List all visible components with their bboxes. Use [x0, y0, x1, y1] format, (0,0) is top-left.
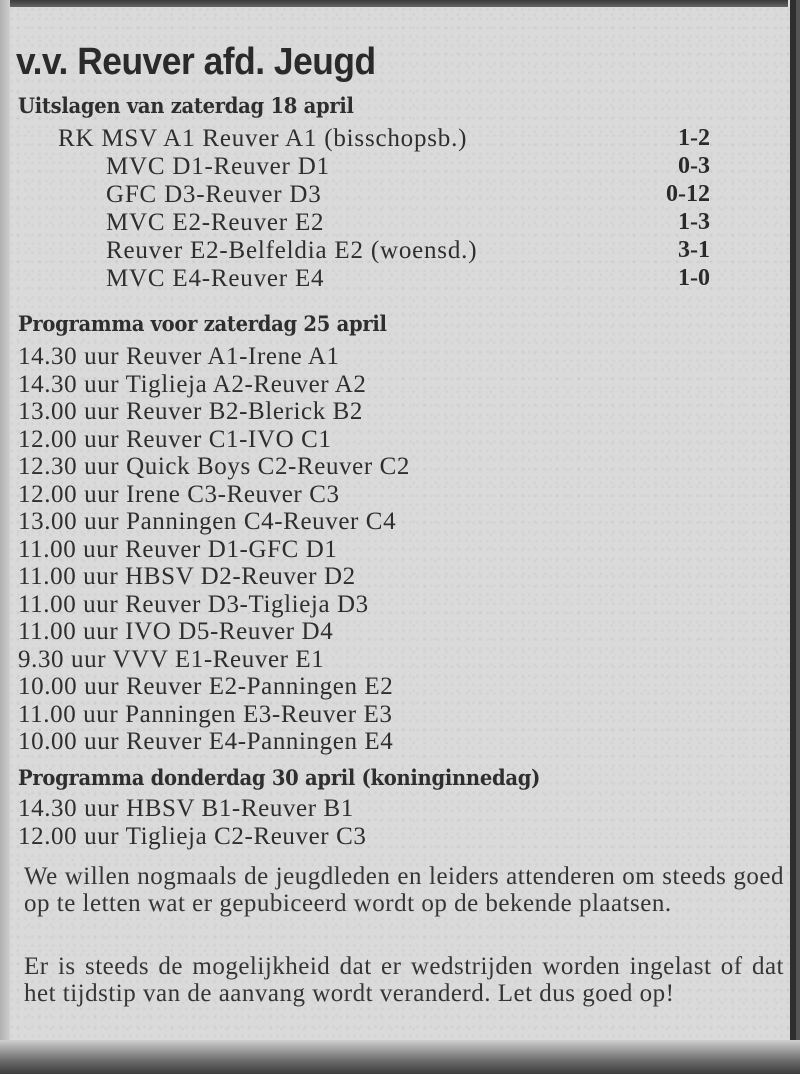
- fixture-item: 14.30 uur Tiglieja A2-Reuver A2: [18, 371, 367, 398]
- fixture-item: 10.00 uur Reuver E2-Panningen E2: [18, 673, 394, 700]
- fixture-item: 13.00 uur Reuver B2-Blerick B2: [18, 398, 364, 425]
- fixture-item: 9.30 uur VVV E1-Reuver E1: [18, 646, 325, 673]
- result-score: 0-12: [666, 181, 710, 207]
- result-score: 1-0: [678, 265, 710, 291]
- notice-paragraph: Er is steeds de mogelijkheid dat er wedstrijden worden ingelast of dat het tijdstip van de aanvang wordt veranderd. Let dus goed op!: [24, 953, 784, 1007]
- fixture-item: 12.00 uur Tiglieja C2-Reuver C3: [18, 823, 367, 850]
- result-match: RK MSV A1 Reuver A1 (bisschopsb.): [58, 125, 468, 152]
- fixture-item: 12.30 uur Quick Boys C2-Reuver C2: [18, 453, 410, 480]
- fixture-item: 11.00 uur IVO D5-Reuver D4: [18, 618, 334, 645]
- fixture-item: 13.00 uur Panningen C4-Reuver C4: [18, 508, 397, 535]
- result-match: Reuver E2-Belfeldia E2 (woensd.): [106, 237, 478, 264]
- result-score: 1-3: [678, 209, 710, 235]
- fixture-item: 14.30 uur Reuver A1-Irene A1: [18, 343, 340, 370]
- newspaper-clipping: [10, 7, 790, 1047]
- fixture-item: 12.00 uur Irene C3-Reuver C3: [18, 481, 340, 508]
- fixture-item: 12.00 uur Reuver C1-IVO C1: [18, 426, 332, 453]
- result-match: MVC D1-Reuver D1: [106, 153, 330, 180]
- fixture-item: 11.00 uur Reuver D1-GFC D1: [18, 536, 338, 563]
- result-score: 3-1: [678, 237, 710, 263]
- fixture-item: 14.30 uur HBSV B1-Reuver B1: [18, 795, 354, 822]
- programme-thursday-heading: Programma donderdag 30 april (koninginnedag): [18, 765, 541, 790]
- fixture-item: 11.00 uur Panningen E3-Reuver E3: [18, 701, 393, 728]
- result-score: 1-2: [678, 125, 710, 151]
- fixture-item: 11.00 uur HBSV D2-Reuver D2: [18, 563, 356, 590]
- result-score: 0-3: [678, 153, 710, 179]
- scan-left-edge: [0, 0, 10, 1074]
- notice-paragraph: We willen nogmaals de jeugdleden en leiders attenderen om steeds goed op te letten wat er gepubiceerd wordt op de bekende plaatsen.: [24, 863, 784, 917]
- result-match: MVC E2-Reuver E2: [106, 209, 325, 236]
- fixture-item: 10.00 uur Reuver E4-Panningen E4: [18, 728, 394, 755]
- results-heading: Uitslagen van zaterdag 18 april: [18, 93, 354, 118]
- result-match: MVC E4-Reuver E4: [106, 265, 325, 292]
- fixture-item: 11.00 uur Reuver D3-Tiglieja D3: [18, 591, 369, 618]
- programme-saturday-heading: Programma voor zaterdag 25 april: [18, 311, 387, 336]
- result-match: GFC D3-Reuver D3: [106, 181, 322, 208]
- scan-bottom-edge: [0, 1040, 800, 1074]
- page-title: v.v. Reuver afd. Jeugd: [16, 41, 376, 83]
